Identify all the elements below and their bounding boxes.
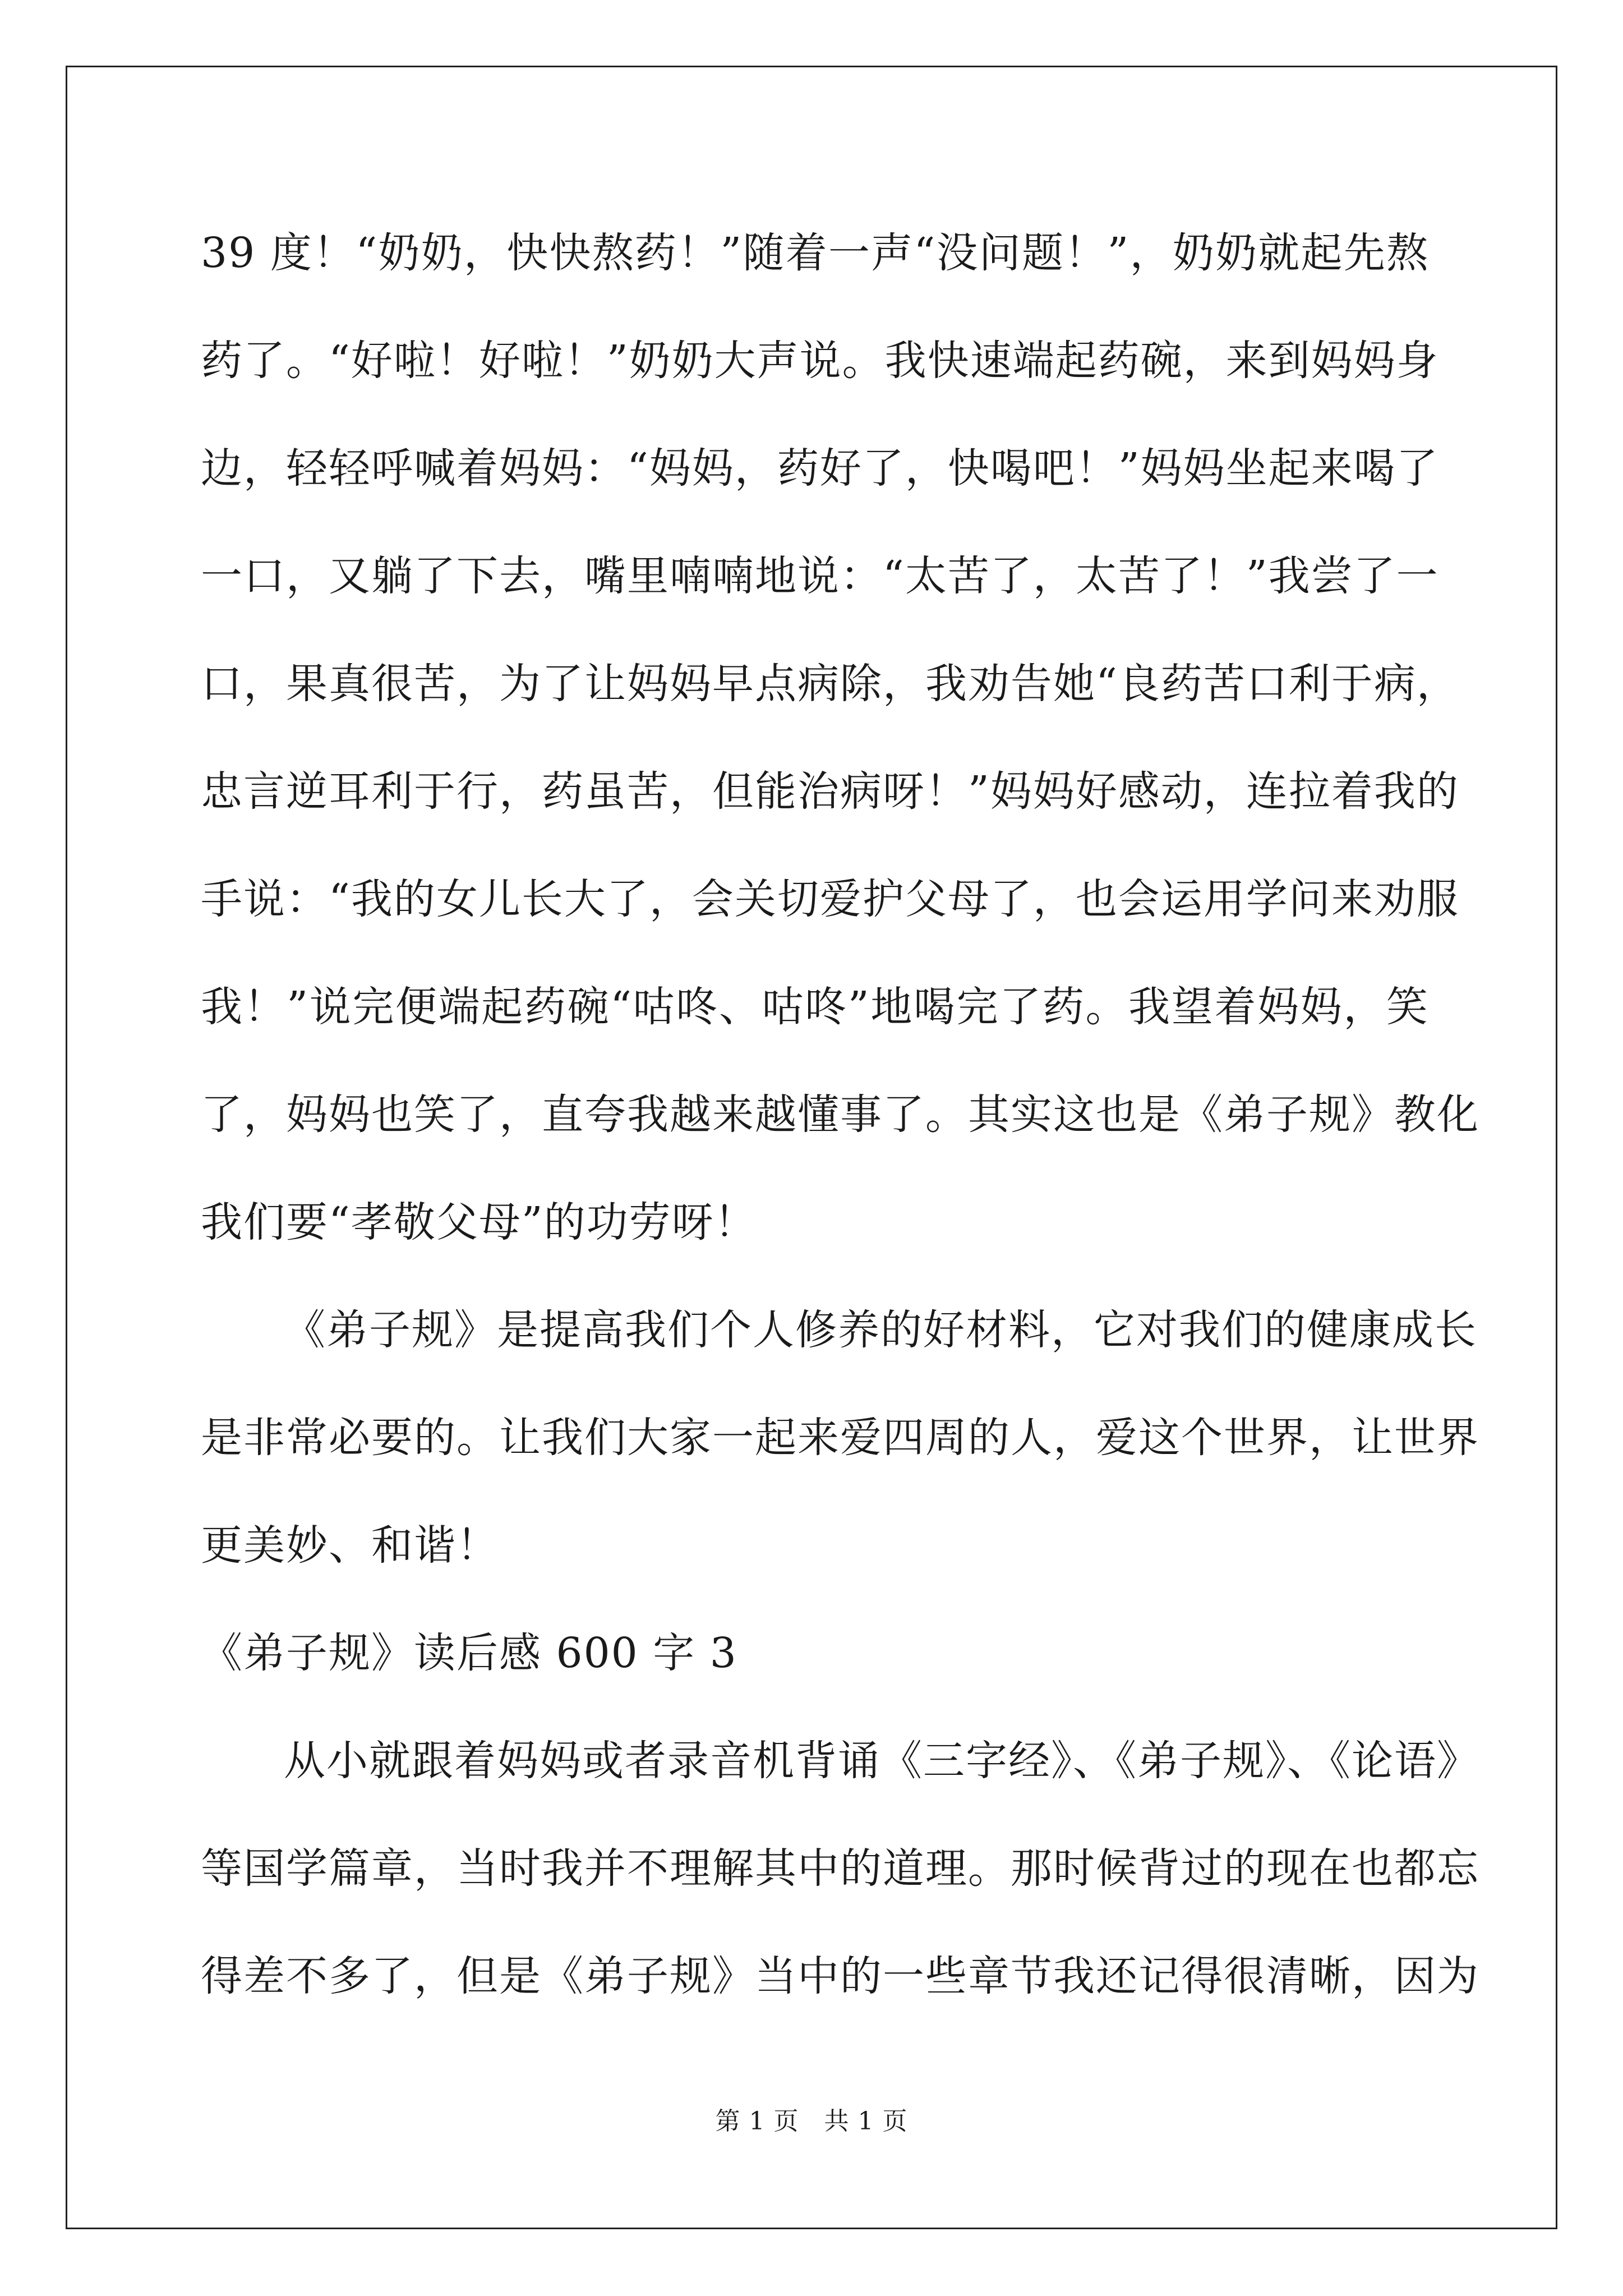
text-line: 药了。“好啦！好啦！”奶奶大声说。我快速端起药碗，来到妈妈身 (201, 337, 1439, 385)
text-line: 等国学篇章，当时我并不理解其中的道理。那时候背过的现在也都忘 (201, 1844, 1479, 1893)
text-line: 从小就跟着妈妈或者录音机背诵《三字经》、《弟子规》、《论语》 (284, 1737, 1479, 1785)
text-line: 忠言逆耳利于行，药虽苦，但能治病呀！”妈妈好感动，连拉着我的 (201, 767, 1459, 816)
text-line: 《弟子规》是提高我们个人修养的好材料，它对我们的健康成长 (284, 1306, 1477, 1354)
text-line: 一口，又躺了下去，嘴里喃喃地说：“太苦了，太苦了！”我尝了一 (201, 552, 1439, 600)
document-body (201, 214, 1479, 2045)
section-heading: 《弟子规》读后感 600 字 3 (201, 1629, 737, 1677)
text-line: 边，轻轻呼喊着妈妈：“妈妈，药好了，快喝吧！”妈妈坐起来喝了 (201, 444, 1439, 493)
text-line: 口，果真很苦，为了让妈妈早点病除，我劝告她“良药苦口利于病， (201, 660, 1459, 708)
text-line: 39 度！“奶奶，快快熬药！”随着一声“没问题！”，奶奶就起先熬 (201, 229, 1429, 277)
page-footer: 第 1 页 共 1 页 (715, 2107, 908, 2136)
text-line: 是非常必要的。让我们大家一起来爱四周的人，爱这个世界，让世界 (201, 1414, 1479, 1462)
text-line: 得差不多了，但是《弟子规》当中的一些章节我还记得很清晰，因为 (201, 1952, 1479, 2000)
text-line: 手说：“我的女儿长大了，会关切爱护父母了，也会运用学问来劝服 (201, 875, 1459, 923)
text-line: 我！”说完便端起药碗“咕咚、咕咚”地喝完了药。我望着妈妈，笑 (201, 983, 1429, 1031)
text-line: 我们要“孝敬父母”的功劳呀！ (201, 1198, 757, 1246)
text-line: 更美妙、和谐！ (201, 1521, 499, 1570)
text-line: 了，妈妈也笑了，直夸我越来越懂事了。其实这也是《弟子规》教化 (201, 1091, 1479, 1139)
